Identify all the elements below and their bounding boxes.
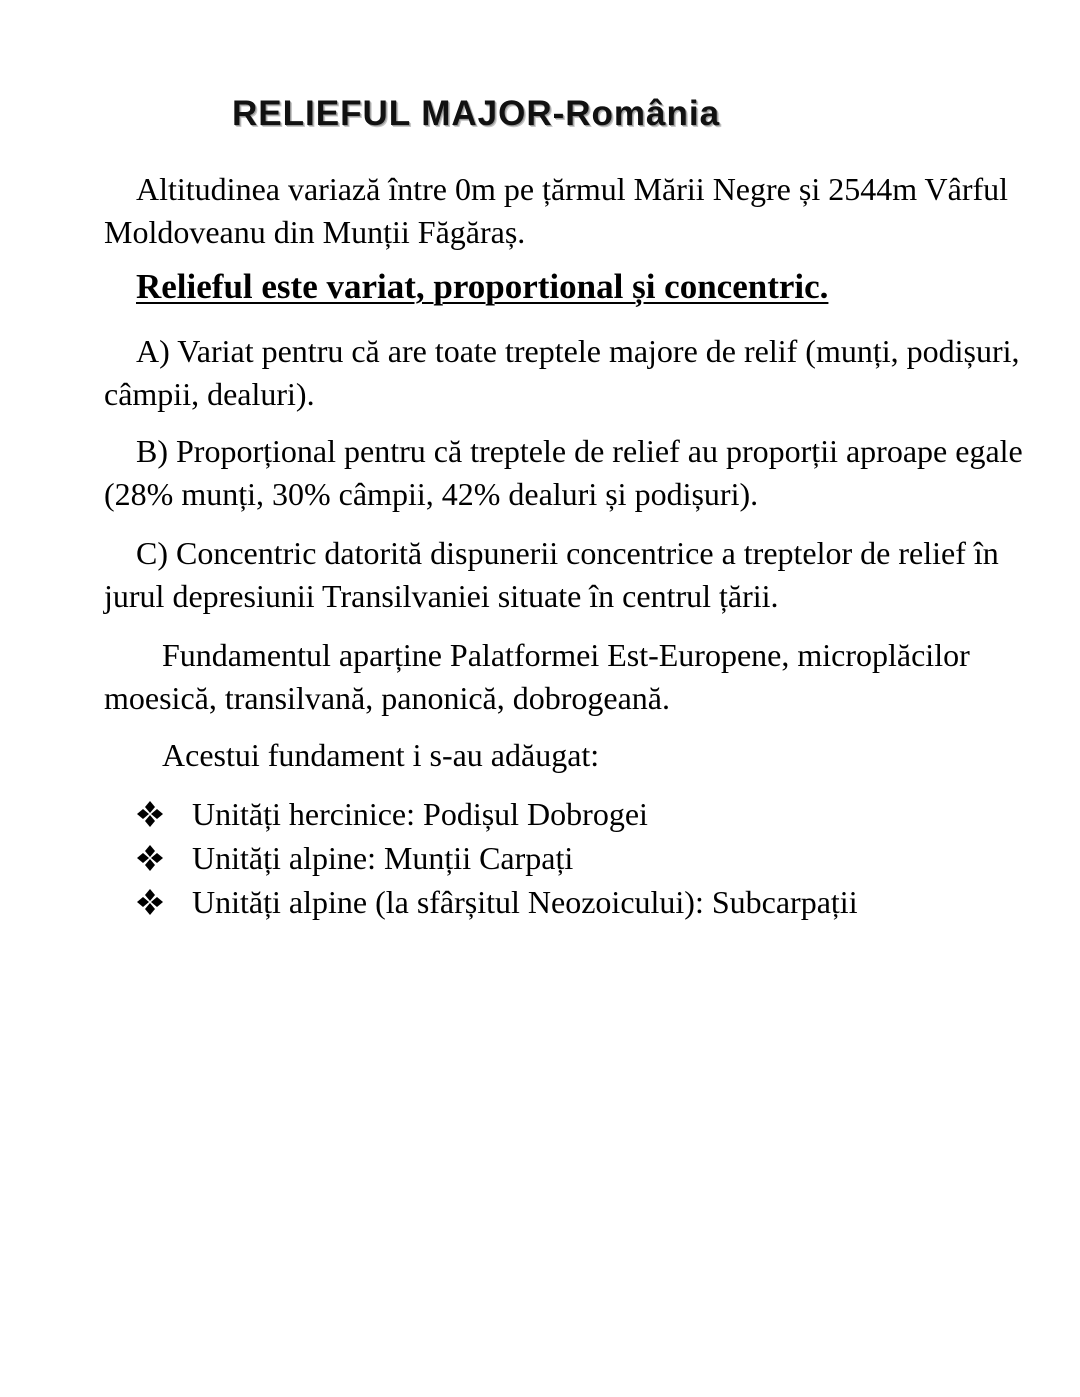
list-item-text: Unități alpine: Munții Carpați: [192, 839, 574, 876]
fundament-paragraph: Fundamentul aparține Palatformei Est-Europene, microplăcilor moesică, transilvană, panonică, dobrogeană.: [104, 637, 970, 716]
intro-paragraph: Altitudinea variază între 0m pe țărmul Mării Negre și 2544m Vârful Moldoveanu din Munții Făgăraș.: [104, 171, 1009, 250]
list-item: [136, 792, 858, 836]
point-c-paragraph: C) Concentric datorită dispunerii concentrice a treptelor de relief în jurul depresiunii Transilvaniei situate în centrul țării.: [104, 535, 999, 614]
fundament-intro: Acestui fundament i s-au adăugat:: [162, 737, 600, 773]
point-a-paragraph: A) Variat pentru că are toate treptele majore de relif (munți, podișuri, câmpii, dealuri).: [104, 333, 1020, 412]
four-diamond-bullet-icon: [136, 800, 164, 828]
list-item-text: Unități alpine (la sfârșitul Neozoicului): Subcarpații: [192, 883, 858, 920]
point-b-paragraph: B) Proporțional pentru că treptele de relief au proporții aproape egale (28% munți, 30% câmpii, 42% dealuri și podișuri).: [104, 433, 1023, 512]
page-title: RELIEFUL MAJOR-România: [232, 94, 721, 133]
units-list: [136, 792, 858, 924]
list-item: [136, 880, 858, 924]
section-subheading: Relieful este variat, proportional și concentric.: [136, 267, 829, 306]
four-diamond-bullet-icon: [136, 888, 164, 916]
list-item-text: Unități hercinice: Podișul Dobrogei: [192, 795, 648, 832]
list-item: [136, 836, 858, 880]
four-diamond-bullet-icon: [136, 844, 164, 872]
